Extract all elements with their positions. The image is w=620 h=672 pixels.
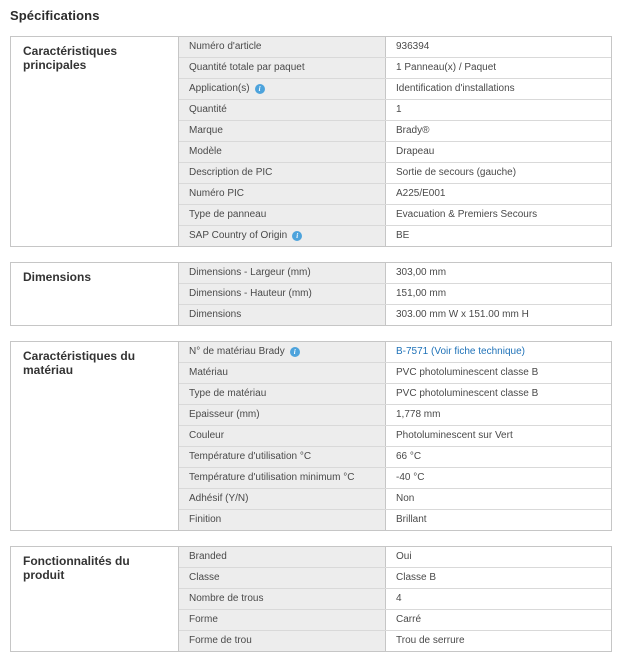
section-title: Fonctionnalités du produit bbox=[11, 547, 179, 651]
row-label bbox=[179, 305, 386, 325]
row-label bbox=[179, 510, 386, 530]
table-row bbox=[179, 342, 611, 363]
row-label bbox=[179, 489, 386, 509]
row-label bbox=[179, 447, 386, 467]
row-label-text: Numéro d'article bbox=[189, 41, 262, 52]
spec-section-3 bbox=[10, 341, 612, 531]
row-label bbox=[179, 226, 386, 246]
table-row bbox=[179, 363, 611, 384]
row-label-text: Dimensions - Largeur (mm) bbox=[189, 267, 311, 278]
row-value bbox=[386, 342, 611, 362]
section-title: Caractéristiques du matériau bbox=[11, 342, 179, 530]
table-row bbox=[179, 100, 611, 121]
row-value: Photoluminescent sur Vert bbox=[386, 426, 611, 446]
table-row bbox=[179, 589, 611, 610]
row-label-text: Quantité totale par paquet bbox=[189, 62, 305, 73]
row-label bbox=[179, 58, 386, 78]
row-label bbox=[179, 37, 386, 57]
row-value: 66 °C bbox=[386, 447, 611, 467]
row-label bbox=[179, 468, 386, 488]
row-value: 303.00 mm W x 151.00 mm H bbox=[386, 305, 611, 325]
row-label-text: Forme bbox=[189, 614, 218, 625]
row-value: PVC photoluminescent classe B bbox=[386, 384, 611, 404]
row-label bbox=[179, 405, 386, 425]
row-label bbox=[179, 184, 386, 204]
row-value: 936394 bbox=[386, 37, 611, 57]
table-row bbox=[179, 79, 611, 100]
table-row bbox=[179, 37, 611, 58]
info-icon[interactable]: i bbox=[292, 231, 302, 241]
row-value: Carré bbox=[386, 610, 611, 630]
row-label bbox=[179, 384, 386, 404]
table-row bbox=[179, 568, 611, 589]
row-value: Evacuation & Premiers Secours bbox=[386, 205, 611, 225]
section-rows bbox=[179, 263, 611, 325]
row-label-text: Nombre de trous bbox=[189, 593, 264, 604]
table-row bbox=[179, 631, 611, 651]
row-value: 1,778 mm bbox=[386, 405, 611, 425]
section-rows bbox=[179, 547, 611, 651]
row-label-text: Adhésif (Y/N) bbox=[189, 493, 249, 504]
spec-sections bbox=[10, 36, 612, 652]
table-row bbox=[179, 610, 611, 631]
row-label-text: Numéro PIC bbox=[189, 188, 245, 199]
table-row bbox=[179, 58, 611, 79]
row-value: Trou de serrure bbox=[386, 631, 611, 651]
table-row bbox=[179, 184, 611, 205]
row-value: BE bbox=[386, 226, 611, 246]
page-title: Spécifications bbox=[10, 8, 100, 23]
row-label-text: Classe bbox=[189, 572, 220, 583]
row-label-text: Description de PIC bbox=[189, 167, 273, 178]
row-label-text: Température d'utilisation °C bbox=[189, 451, 312, 462]
table-row bbox=[179, 121, 611, 142]
table-row bbox=[179, 426, 611, 447]
row-label-text: Dimensions - Hauteur (mm) bbox=[189, 288, 312, 299]
row-label bbox=[179, 610, 386, 630]
table-row bbox=[179, 205, 611, 226]
table-row bbox=[179, 510, 611, 530]
row-label-text: Température d'utilisation minimum °C bbox=[189, 472, 355, 483]
info-icon[interactable]: i bbox=[255, 84, 265, 94]
row-value: Brillant bbox=[386, 510, 611, 530]
spec-section-2 bbox=[10, 262, 612, 326]
row-label-text: Finition bbox=[189, 514, 222, 525]
section-rows bbox=[179, 37, 611, 246]
spec-section-4 bbox=[10, 546, 612, 652]
table-row bbox=[179, 305, 611, 325]
row-value: Identification d'installations bbox=[386, 79, 611, 99]
material-datasheet-link[interactable]: B-7571 (Voir fiche technique) bbox=[396, 346, 525, 357]
row-value: Non bbox=[386, 489, 611, 509]
row-label bbox=[179, 163, 386, 183]
row-value: 1 bbox=[386, 100, 611, 120]
row-label-text: Matériau bbox=[189, 367, 228, 378]
row-label bbox=[179, 79, 386, 99]
row-label-text: Couleur bbox=[189, 430, 225, 441]
row-label-text: Modèle bbox=[189, 146, 222, 157]
row-label-text: Forme de trou bbox=[189, 635, 252, 646]
row-value: Drapeau bbox=[386, 142, 611, 162]
table-row bbox=[179, 489, 611, 510]
table-row bbox=[179, 384, 611, 405]
row-label-text: Marque bbox=[189, 125, 223, 136]
table-row bbox=[179, 163, 611, 184]
spec-section-1 bbox=[10, 36, 612, 247]
row-label-text: Type de matériau bbox=[189, 388, 267, 399]
row-label bbox=[179, 100, 386, 120]
row-value: 4 bbox=[386, 589, 611, 609]
row-label bbox=[179, 568, 386, 588]
row-value: A225/E001 bbox=[386, 184, 611, 204]
row-label bbox=[179, 205, 386, 225]
row-label bbox=[179, 547, 386, 567]
row-value: 151,00 mm bbox=[386, 284, 611, 304]
row-label bbox=[179, 631, 386, 651]
table-row bbox=[179, 468, 611, 489]
row-label bbox=[179, 284, 386, 304]
row-label bbox=[179, 263, 386, 283]
row-value: Classe B bbox=[386, 568, 611, 588]
row-label-text: Quantité bbox=[189, 104, 227, 115]
row-label bbox=[179, 342, 386, 362]
section-title: Dimensions bbox=[11, 263, 179, 325]
row-value: Brady® bbox=[386, 121, 611, 141]
row-value: -40 °C bbox=[386, 468, 611, 488]
table-row bbox=[179, 284, 611, 305]
row-label-text: SAP Country of Origin bbox=[189, 230, 288, 241]
row-label-text: Epaisseur (mm) bbox=[189, 409, 260, 420]
row-value: 1 Panneau(x) / Paquet bbox=[386, 58, 611, 78]
row-value: Sortie de secours (gauche) bbox=[386, 163, 611, 183]
table-row bbox=[179, 226, 611, 246]
table-row bbox=[179, 447, 611, 468]
info-icon[interactable]: i bbox=[290, 347, 300, 357]
row-label-text: Dimensions bbox=[189, 309, 242, 320]
row-label-text: Application(s) bbox=[189, 83, 250, 94]
row-label-text: Branded bbox=[189, 551, 227, 562]
row-value: Oui bbox=[386, 547, 611, 567]
table-row bbox=[179, 142, 611, 163]
section-title: Caractéristiques principales bbox=[11, 37, 179, 246]
row-label bbox=[179, 426, 386, 446]
row-label bbox=[179, 589, 386, 609]
row-label bbox=[179, 121, 386, 141]
section-rows bbox=[179, 342, 611, 530]
table-row bbox=[179, 263, 611, 284]
row-value: 303,00 mm bbox=[386, 263, 611, 283]
row-label bbox=[179, 363, 386, 383]
row-label-text: N° de matériau Brady bbox=[189, 346, 285, 357]
row-label bbox=[179, 142, 386, 162]
table-row bbox=[179, 547, 611, 568]
row-label-text: Type de panneau bbox=[189, 209, 267, 220]
table-row bbox=[179, 405, 611, 426]
row-value: PVC photoluminescent classe B bbox=[386, 363, 611, 383]
